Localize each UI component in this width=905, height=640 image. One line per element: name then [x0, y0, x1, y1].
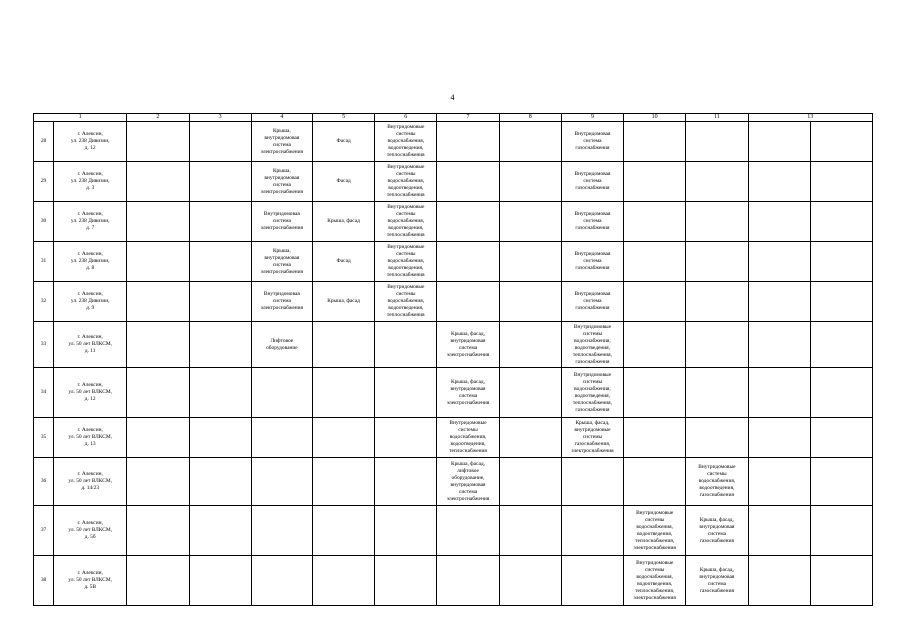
work-cell	[437, 122, 499, 162]
work-cell	[127, 122, 189, 162]
work-cell	[624, 322, 686, 368]
column-number: 8	[499, 114, 561, 122]
row-number: 31	[34, 242, 54, 282]
work-cell	[686, 202, 748, 242]
work-cell	[624, 282, 686, 322]
repair-schedule-table	[33, 113, 873, 606]
work-cell: Крыша, внутридомовая система электроснабжения	[251, 122, 312, 162]
work-cell	[810, 368, 872, 418]
work-cell	[624, 202, 686, 242]
work-cell: Крыша, фасад, внутридомовые системы газоснабжения, электроснабжения	[561, 418, 623, 458]
work-cell	[437, 242, 499, 282]
work-cell	[312, 556, 374, 606]
work-cell: Внутридомовые системы водоснабжения, водоотведения, теплоснабжения	[375, 202, 437, 242]
work-cell	[251, 458, 312, 506]
work-cell	[375, 368, 437, 418]
row-number: 36	[34, 458, 54, 506]
work-cell	[251, 418, 312, 458]
work-cell	[686, 322, 748, 368]
work-cell	[748, 458, 810, 506]
work-cell	[437, 282, 499, 322]
work-cell	[127, 368, 189, 418]
work-cell	[686, 242, 748, 282]
table-row	[34, 202, 873, 242]
work-cell	[748, 242, 810, 282]
address-cell: г. Алексин, ул. 50 лет ВЛКСМ, д. 13	[54, 418, 127, 458]
work-cell	[810, 322, 872, 368]
table-row	[34, 418, 873, 458]
work-cell	[499, 242, 561, 282]
work-cell	[561, 506, 623, 556]
column-number: 2	[127, 114, 189, 122]
column-number: 1	[34, 114, 127, 122]
work-cell	[624, 418, 686, 458]
address-cell: г. Алексин, ул. 50 лет ВЛКСМ, д. 12	[54, 368, 127, 418]
work-cell	[127, 506, 189, 556]
table-row	[34, 282, 873, 322]
work-cell	[686, 162, 748, 202]
work-cell	[748, 162, 810, 202]
work-cell	[375, 418, 437, 458]
column-number: 11	[686, 114, 748, 122]
work-cell	[375, 458, 437, 506]
work-cell	[127, 242, 189, 282]
work-cell	[127, 458, 189, 506]
work-cell	[499, 202, 561, 242]
work-cell: Внутридомовые системы водоснабжения, водоотведения, теплоснабжения	[437, 418, 499, 458]
table-row	[34, 458, 873, 506]
row-number: 35	[34, 418, 54, 458]
work-cell	[312, 322, 374, 368]
work-cell	[375, 506, 437, 556]
work-cell	[561, 458, 623, 506]
work-cell	[189, 282, 251, 322]
work-cell: Внутридомовая система газоснабжения	[561, 122, 623, 162]
work-cell: Внутридомовые системы водоснабжения, водоотведения, теплоснабжения	[375, 282, 437, 322]
work-cell	[686, 122, 748, 162]
work-cell	[624, 122, 686, 162]
work-cell	[499, 322, 561, 368]
work-cell	[251, 506, 312, 556]
work-cell	[375, 322, 437, 368]
work-cell	[189, 202, 251, 242]
work-cell	[810, 282, 872, 322]
column-number: 5	[312, 114, 374, 122]
work-cell: Внутридомовые системы водоснабжения, водоотведения, газоснабжения	[686, 458, 748, 506]
work-cell	[499, 368, 561, 418]
table-row	[34, 506, 873, 556]
work-cell	[437, 506, 499, 556]
work-cell	[499, 122, 561, 162]
work-cell	[810, 506, 872, 556]
work-cell	[189, 242, 251, 282]
address-cell: г. Алексин, ул. 238 Дивизии, д. 7	[54, 202, 127, 242]
table-row	[34, 368, 873, 418]
address-cell: г. Алексин, ул. 238 Дивизии, д. 12	[54, 122, 127, 162]
work-cell: Внутридомовая система газоснабжения	[561, 202, 623, 242]
work-cell: Внутридомовые системы водоснабжения, водоотведения, теплоснабжения	[375, 122, 437, 162]
work-cell: Внутридомовая система газоснабжения	[561, 282, 623, 322]
row-number: 33	[34, 322, 54, 368]
work-cell	[437, 162, 499, 202]
work-cell: Фасад	[312, 242, 374, 282]
work-cell	[127, 282, 189, 322]
work-cell: Крыша, фасад	[312, 202, 374, 242]
work-cell	[810, 202, 872, 242]
work-cell	[686, 368, 748, 418]
work-cell	[437, 556, 499, 606]
work-cell	[748, 122, 810, 162]
work-cell: Внутридомовая система электроснабжения	[251, 282, 312, 322]
work-cell	[127, 418, 189, 458]
page-number: 4	[450, 93, 455, 102]
work-cell	[499, 282, 561, 322]
row-number: 34	[34, 368, 54, 418]
work-cell	[499, 556, 561, 606]
work-cell: Внутридомовая система электроснабжения	[251, 202, 312, 242]
work-cell: Внутридомовые системы водоснабжения, водоотведения, теплоснабжения	[375, 242, 437, 282]
work-cell: Лифтовое оборудование	[251, 322, 312, 368]
work-cell	[748, 368, 810, 418]
work-cell	[748, 282, 810, 322]
address-cell: г. Алексин, ул. 50 лет ВЛКСМ, д. 5В	[54, 556, 127, 606]
column-number: 3	[189, 114, 251, 122]
work-cell	[312, 458, 374, 506]
work-cell	[189, 458, 251, 506]
work-cell	[499, 458, 561, 506]
table-row	[34, 242, 873, 282]
address-cell: г. Алексин, ул. 238 Дивизии, д. 8	[54, 242, 127, 282]
work-cell: Фасад	[312, 122, 374, 162]
work-cell	[624, 458, 686, 506]
work-cell	[561, 556, 623, 606]
work-cell	[810, 122, 872, 162]
work-cell	[499, 162, 561, 202]
work-cell	[686, 282, 748, 322]
address-cell: г. Алексин, ул. 50 лет ВЛКСМ, д. 5б	[54, 506, 127, 556]
work-cell: Внутридомовая система газоснабжения	[561, 162, 623, 202]
row-number: 28	[34, 122, 54, 162]
work-cell	[189, 368, 251, 418]
work-cell	[127, 322, 189, 368]
table-row	[34, 122, 873, 162]
row-number: 30	[34, 202, 54, 242]
work-cell: Крыша, фасад, внутридомовая система электроснабжения	[437, 322, 499, 368]
work-cell	[127, 162, 189, 202]
work-cell: Внутридомовые системы водоснабжения, водоотведения, теплоснабжения, электроснабжения	[624, 506, 686, 556]
row-number: 37	[34, 506, 54, 556]
row-number: 38	[34, 556, 54, 606]
work-cell	[499, 506, 561, 556]
work-cell	[748, 506, 810, 556]
work-cell: Крыша, внутридомовая система электроснабжения	[251, 242, 312, 282]
work-cell	[810, 418, 872, 458]
work-cell	[189, 556, 251, 606]
row-number: 32	[34, 282, 54, 322]
work-cell: Внутридомовые системы водоснабжения, водоотведения, теплоснабжения, газоснабжения	[561, 368, 623, 418]
work-cell	[189, 506, 251, 556]
work-cell	[312, 506, 374, 556]
work-cell: Крыша, фасад, внутридомовая система электроснабжения	[437, 368, 499, 418]
work-cell	[624, 162, 686, 202]
work-cell	[810, 242, 872, 282]
work-cell	[312, 418, 374, 458]
work-cell: Внутридомовая система газоснабжения	[561, 242, 623, 282]
work-cell: Внутридомовые системы водоснабжения, водоотведения, теплоснабжения	[375, 162, 437, 202]
work-cell	[127, 202, 189, 242]
work-cell	[189, 418, 251, 458]
work-cell	[810, 556, 872, 606]
work-cell: Крыша, фасад, внутридомовая система газоснабжения	[686, 556, 748, 606]
work-cell	[312, 368, 374, 418]
work-cell	[748, 202, 810, 242]
work-cell	[251, 556, 312, 606]
table-row	[34, 556, 873, 606]
work-cell	[624, 242, 686, 282]
work-cell: Крыша, фасад, внутридомовая система газоснабжения	[686, 506, 748, 556]
row-number: 29	[34, 162, 54, 202]
work-cell	[499, 418, 561, 458]
address-cell: г. Алексин, ул. 50 лет ВЛКСМ, д. 14/23	[54, 458, 127, 506]
table-row	[34, 162, 873, 202]
work-cell	[251, 368, 312, 418]
column-number: 10	[624, 114, 686, 122]
column-number: 13	[748, 114, 873, 122]
work-cell	[624, 368, 686, 418]
work-cell	[686, 418, 748, 458]
work-cell	[810, 162, 872, 202]
work-cell: Фасад	[312, 162, 374, 202]
work-cell: Внутридомовые системы водоснабжения, водоотведения, теплоснабжения, газоснабжения	[561, 322, 623, 368]
work-cell	[748, 322, 810, 368]
work-cell	[375, 556, 437, 606]
work-cell	[127, 556, 189, 606]
work-cell: Крыша, фасад	[312, 282, 374, 322]
work-cell: Внутридомовые системы водоснабжения, водоотведения, теплоснабжения, электроснабжения	[624, 556, 686, 606]
work-cell	[810, 458, 872, 506]
column-number: 9	[561, 114, 623, 122]
column-number: 7	[437, 114, 499, 122]
column-number: 6	[375, 114, 437, 122]
work-cell	[189, 122, 251, 162]
work-cell	[189, 322, 251, 368]
address-cell: г. Алексин, ул. 238 Дивизии, д. 9	[54, 282, 127, 322]
work-cell	[748, 556, 810, 606]
column-number: 4	[251, 114, 312, 122]
work-cell	[748, 418, 810, 458]
address-cell: г. Алексин, ул. 50 лет ВЛКСМ, д. 11	[54, 322, 127, 368]
work-cell	[189, 162, 251, 202]
address-cell: г. Алексин, ул. 238 Дивизии, д. 3	[54, 162, 127, 202]
work-cell: Крыша, внутридомовая система электроснабжения	[251, 162, 312, 202]
work-cell	[437, 202, 499, 242]
column-number-row	[34, 114, 873, 122]
table-row	[34, 322, 873, 368]
work-cell: Крыша, фасад, лифтовое оборудование, внутридомовая система электроснабжения	[437, 458, 499, 506]
